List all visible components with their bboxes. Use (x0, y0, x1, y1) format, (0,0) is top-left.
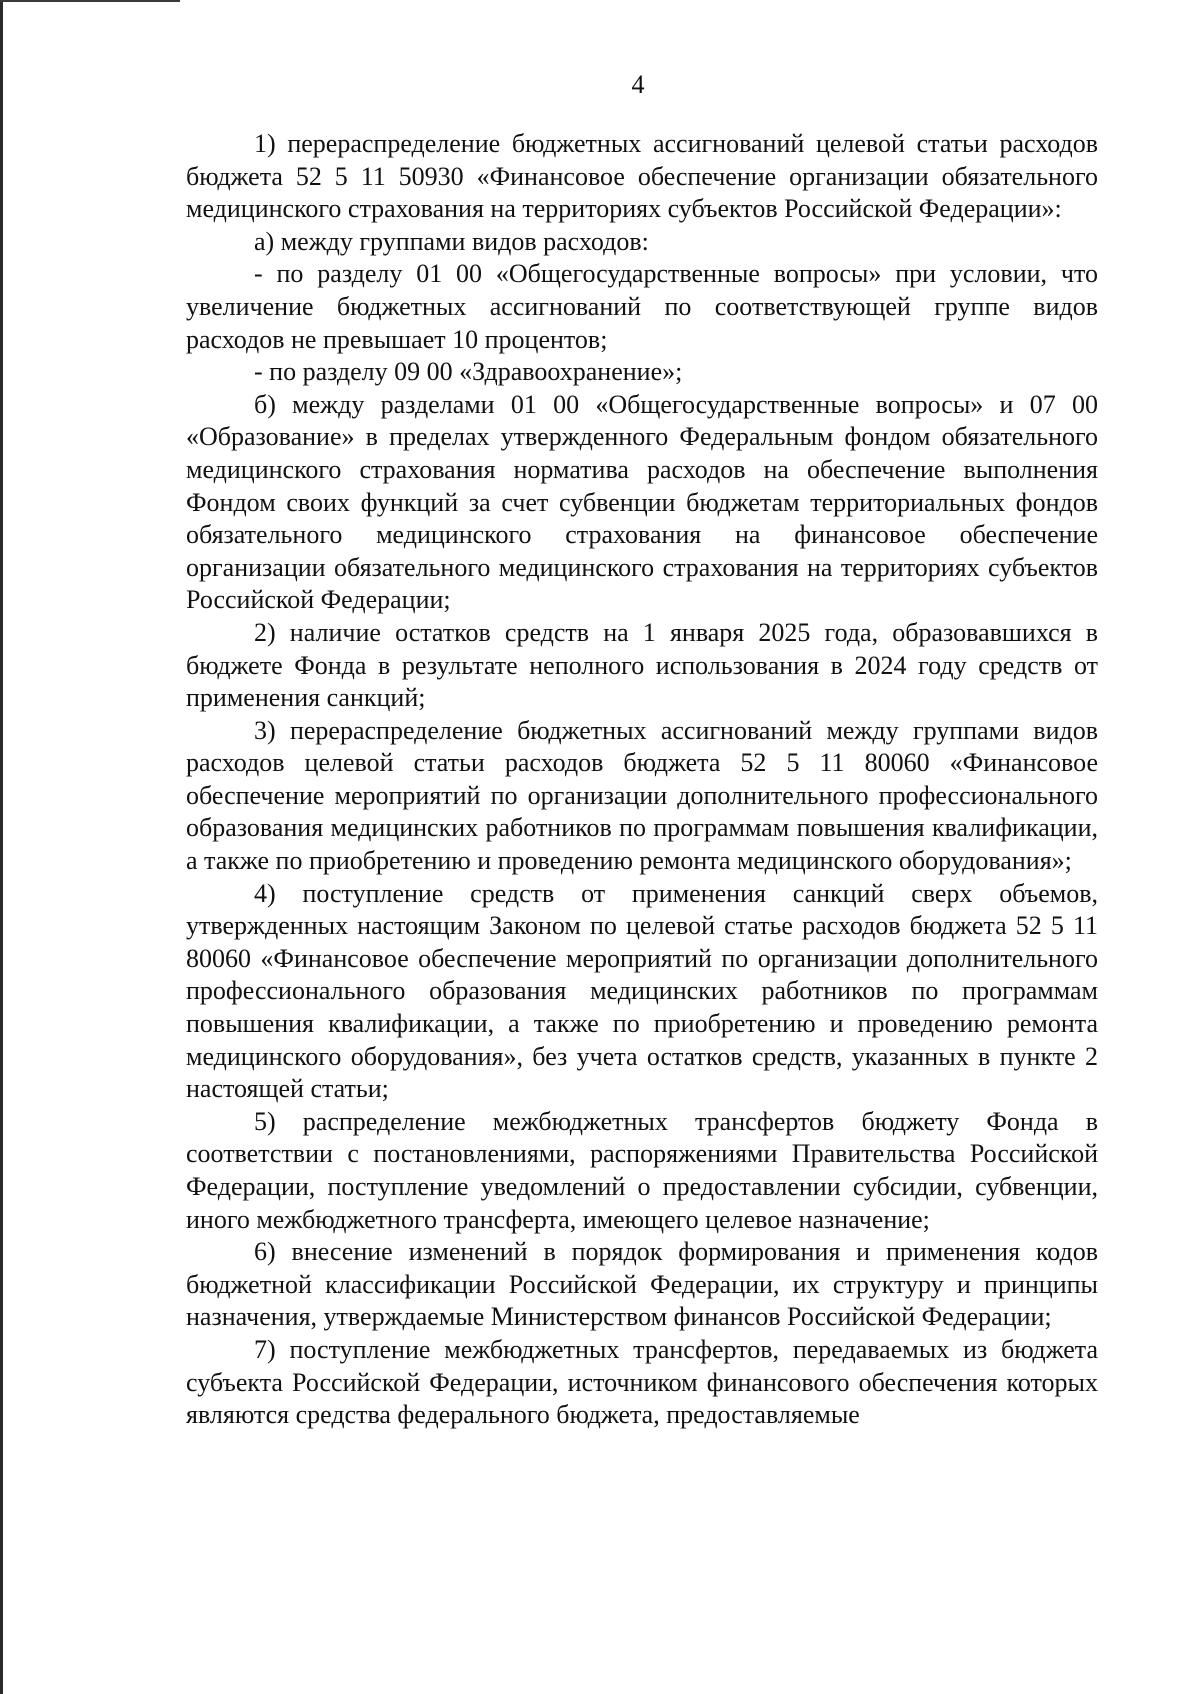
paragraph-item-5: 5) распределение межбюджетных трансфертов бюджету Фонда в соответствии с постановлениями, распоряжениями Правительства Российской Федерации, поступление уведомлений о предоставлении субсидии, субвенции, иного межбюджетного трансферта, имеющего целевое назначение; (186, 1106, 1098, 1234)
paragraph-item-7: 7) поступление межбюджетных трансфертов, передаваемых из бюджета субъекта Российской Федерации, источником финансового обеспечения которых являются средства федерального бюджета, предоставляемые (186, 1334, 1098, 1430)
paragraph-item-2: 2) наличие остатков средств на 1 января 2025 года, образовавшихся в бюджете Фонда в результате неполного использования в 2024 году средств от применения санкций; (186, 617, 1098, 713)
paragraph-item-3: 3) перераспределение бюджетных ассигнований между группами видов расходов целевой статьи расходов бюджета 52 5 11 80060 «Финансовое обеспечение мероприятий по организации дополнительного профессионального образования медицинских работников по программам повышения квалификации, а также по приобретению и проведению ремонта медицинского оборудования»; (186, 715, 1098, 876)
paragraph-item-1: 1) перераспределение бюджетных ассигнований целевой статьи расходов бюджета 52 5 11 50930 «Финансовое обеспечение организации обязательного медицинского страхования на территориях субъектов Российской Федерации»: (186, 129, 1098, 224)
paragraph-dash-section-09: - по разделу 09 00 «Здравоохранение»; (254, 357, 683, 387)
paragraph-subitem-a: а) между группами видов расходов: (254, 226, 649, 256)
paragraph-dash-section-01: - по разделу 01 00 «Общегосударственные вопросы» при условии, что увеличение бюджетных ассигнований по соответствующей группе видов расходов не превышает 10 процентов; (186, 259, 1098, 354)
page-number: 4 (631, 70, 645, 99)
paragraph-item-4: 4) поступление средств от применения санкций сверх объемов, утвержденных настоящим Законом по целевой статье расходов бюджета 52 5 11 80060 «Финансовое обеспечение мероприятий по организации дополнительного профессионального образования медицинских работников по программам повышения квалификации, а также по приобретению и проведению ремонта медицинского оборудования», без учета остатков средств, указанных в пункте 2 настоящей статьи; (186, 878, 1098, 1104)
document-body (186, 128, 1098, 1432)
paragraph-subitem-b: б) между разделами 01 00 «Общегосударственные вопросы» и 07 00 «Образование» в пределах утвержденного Федеральным фондом обязательного медицинского страхования норматива расходов на обеспечение выполнения Фондом своих функций за счет субвенции бюджетам территориальных фондов обязательного медицинского страхования на финансовое обеспечение организации обязательного медицинского страхования на территориях субъектов Российской Федерации; (186, 389, 1098, 615)
scan-edge-top (0, 0, 180, 2)
scan-edge-left (0, 0, 3, 1694)
paragraph-item-6: 6) внесение изменений в порядок формирования и применения кодов бюджетной классификации Российской Федерации, их структуру и принципы назначения, утверждаемые Министерством финансов Российской Федерации; (186, 1237, 1098, 1332)
